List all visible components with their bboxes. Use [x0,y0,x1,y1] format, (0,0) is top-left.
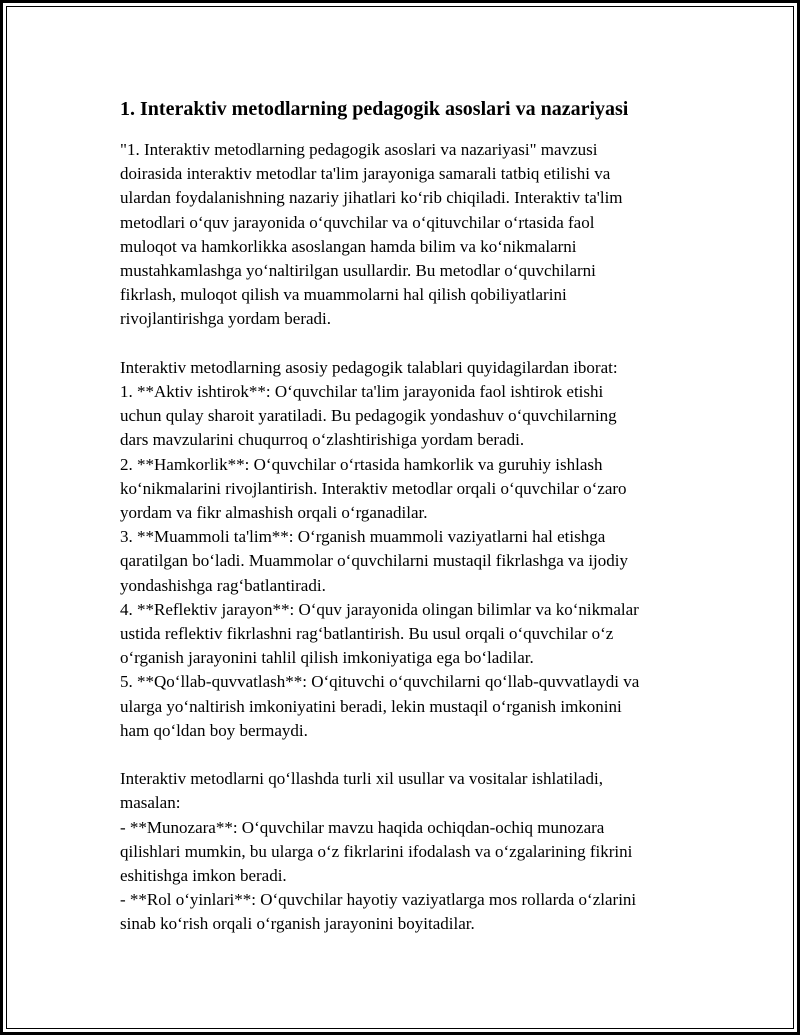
text-line: ham qo‘ldan boy bermaydi. [120,720,308,740]
text-line: metodlari o‘quv jarayonida o‘quvchilar va o‘qituvchilar o‘rtasida faol [120,212,595,232]
text-line: ulardan foydalanishning nazariy jihatlari ko‘rib chiqiladi. Interaktiv ta'lim [120,188,623,208]
text-line: yondashishga rag‘batlantiradi. [120,575,326,595]
text-line: doirasida interaktiv metodlar ta'lim jarayoniga samarali tatbiq etilishi va [120,164,611,184]
list-item-line: 1. **Aktiv ishtirok**: O‘quvchilar ta'lim jarayonida faol ishtirok etishi [120,382,604,402]
text-line: rivojlantirishga yordam beradi. [120,309,332,329]
list-item-line: 4. **Reflektiv jarayon**: O‘quv jarayonida olingan bilimlar va ko‘nikmalar [120,599,639,619]
text-line: qilishlari mumkin, bu ularga o‘z fikrlarini ifodalash va o‘zgalarining fikrini [120,841,633,861]
text-line: ko‘nikmalarini rivojlantirish. Interaktiv metodlar orqali o‘quvchilar o‘zaro [120,478,627,498]
text-line: sinab ko‘rish orqali o‘rganish jarayonini boyitadilar. [120,914,475,934]
text-line: o‘rganish jarayonini tahlil qilish imkoniyatiga ega bo‘ladilar. [120,648,534,668]
text-line: Interaktiv metodlarning asosiy pedagogik talablari quyidagilardan iborat: [120,357,618,377]
text-line: ularga yo‘naltirish imkoniyatini beradi, lekin mustaqil o‘rganish imkonini [120,696,622,716]
paragraph-intro [120,138,692,332]
text-line: dars mavzularini chuqurroq o‘zlashtirishiga yordam beradi. [120,430,525,450]
text-line: yordam va fikr almashish orqali o‘rganadilar. [120,503,428,523]
paragraph-spacer [120,743,692,767]
text-line: uchun qulay sharoit yaratiladi. Bu pedagogik yondashuv o‘quvchilarning [120,406,617,426]
paragraph-spacer [120,332,692,356]
text-line: qaratilgan bo‘ladi. Muammolar o‘quvchilarni mustaqil fikrlashga va ijodiy [120,551,628,571]
paragraph-methods [120,767,692,936]
text-line: fikrlash, muloqot qilish va muammolarni hal qilish qobiliyatlarini [120,285,567,305]
list-item-line: 5. **Qo‘llab-quvvatlash**: O‘qituvchi o‘quvchilarni qo‘llab-quvvatlaydi va [120,672,640,692]
text-line: muloqot va hamkorlikka asoslangan hamda bilim va ko‘nikmalarni [120,236,577,256]
list-item-line: - **Rol o‘yinlari**: O‘quvchilar hayotiy vaziyatlarga mos rollarda o‘zlarini [120,890,637,910]
paragraph-requirements [120,356,692,743]
text-line: "1. Interaktiv metodlarning pedagogik asoslari va nazariyasi" mavzusi [120,140,598,159]
list-item-line: 2. **Hamkorlik**: O‘quvchilar o‘rtasida hamkorlik va guruhiy ishlash [120,454,603,474]
document-title: 1. Interaktiv metodlarning pedagogik asoslari va nazariyasi [120,98,629,120]
text-line: masalan: [120,793,181,813]
list-item-line: - **Munozara**: O‘quvchilar mavzu haqida ochiqdan-ochiq munozara [120,817,605,837]
list-item-line: 3. **Muammoli ta'lim**: O‘rganish muammoli vaziyatlarni hal etishga [120,527,606,547]
document-body [120,93,692,937]
text-line: ustida reflektiv fikrlashni rag‘batlantirish. Bu usul orqali o‘quvchilar o‘z [120,624,614,644]
text-line: eshitishga imkon beradi. [120,866,287,886]
text-line: Interaktiv metodlarni qo‘llashda turli xil usullar va vositalar ishlatiladi, [120,769,603,789]
text-line: mustahkamlashga yo‘naltirilgan usullardir. Bu metodlar o‘quvchilarni [120,261,596,281]
